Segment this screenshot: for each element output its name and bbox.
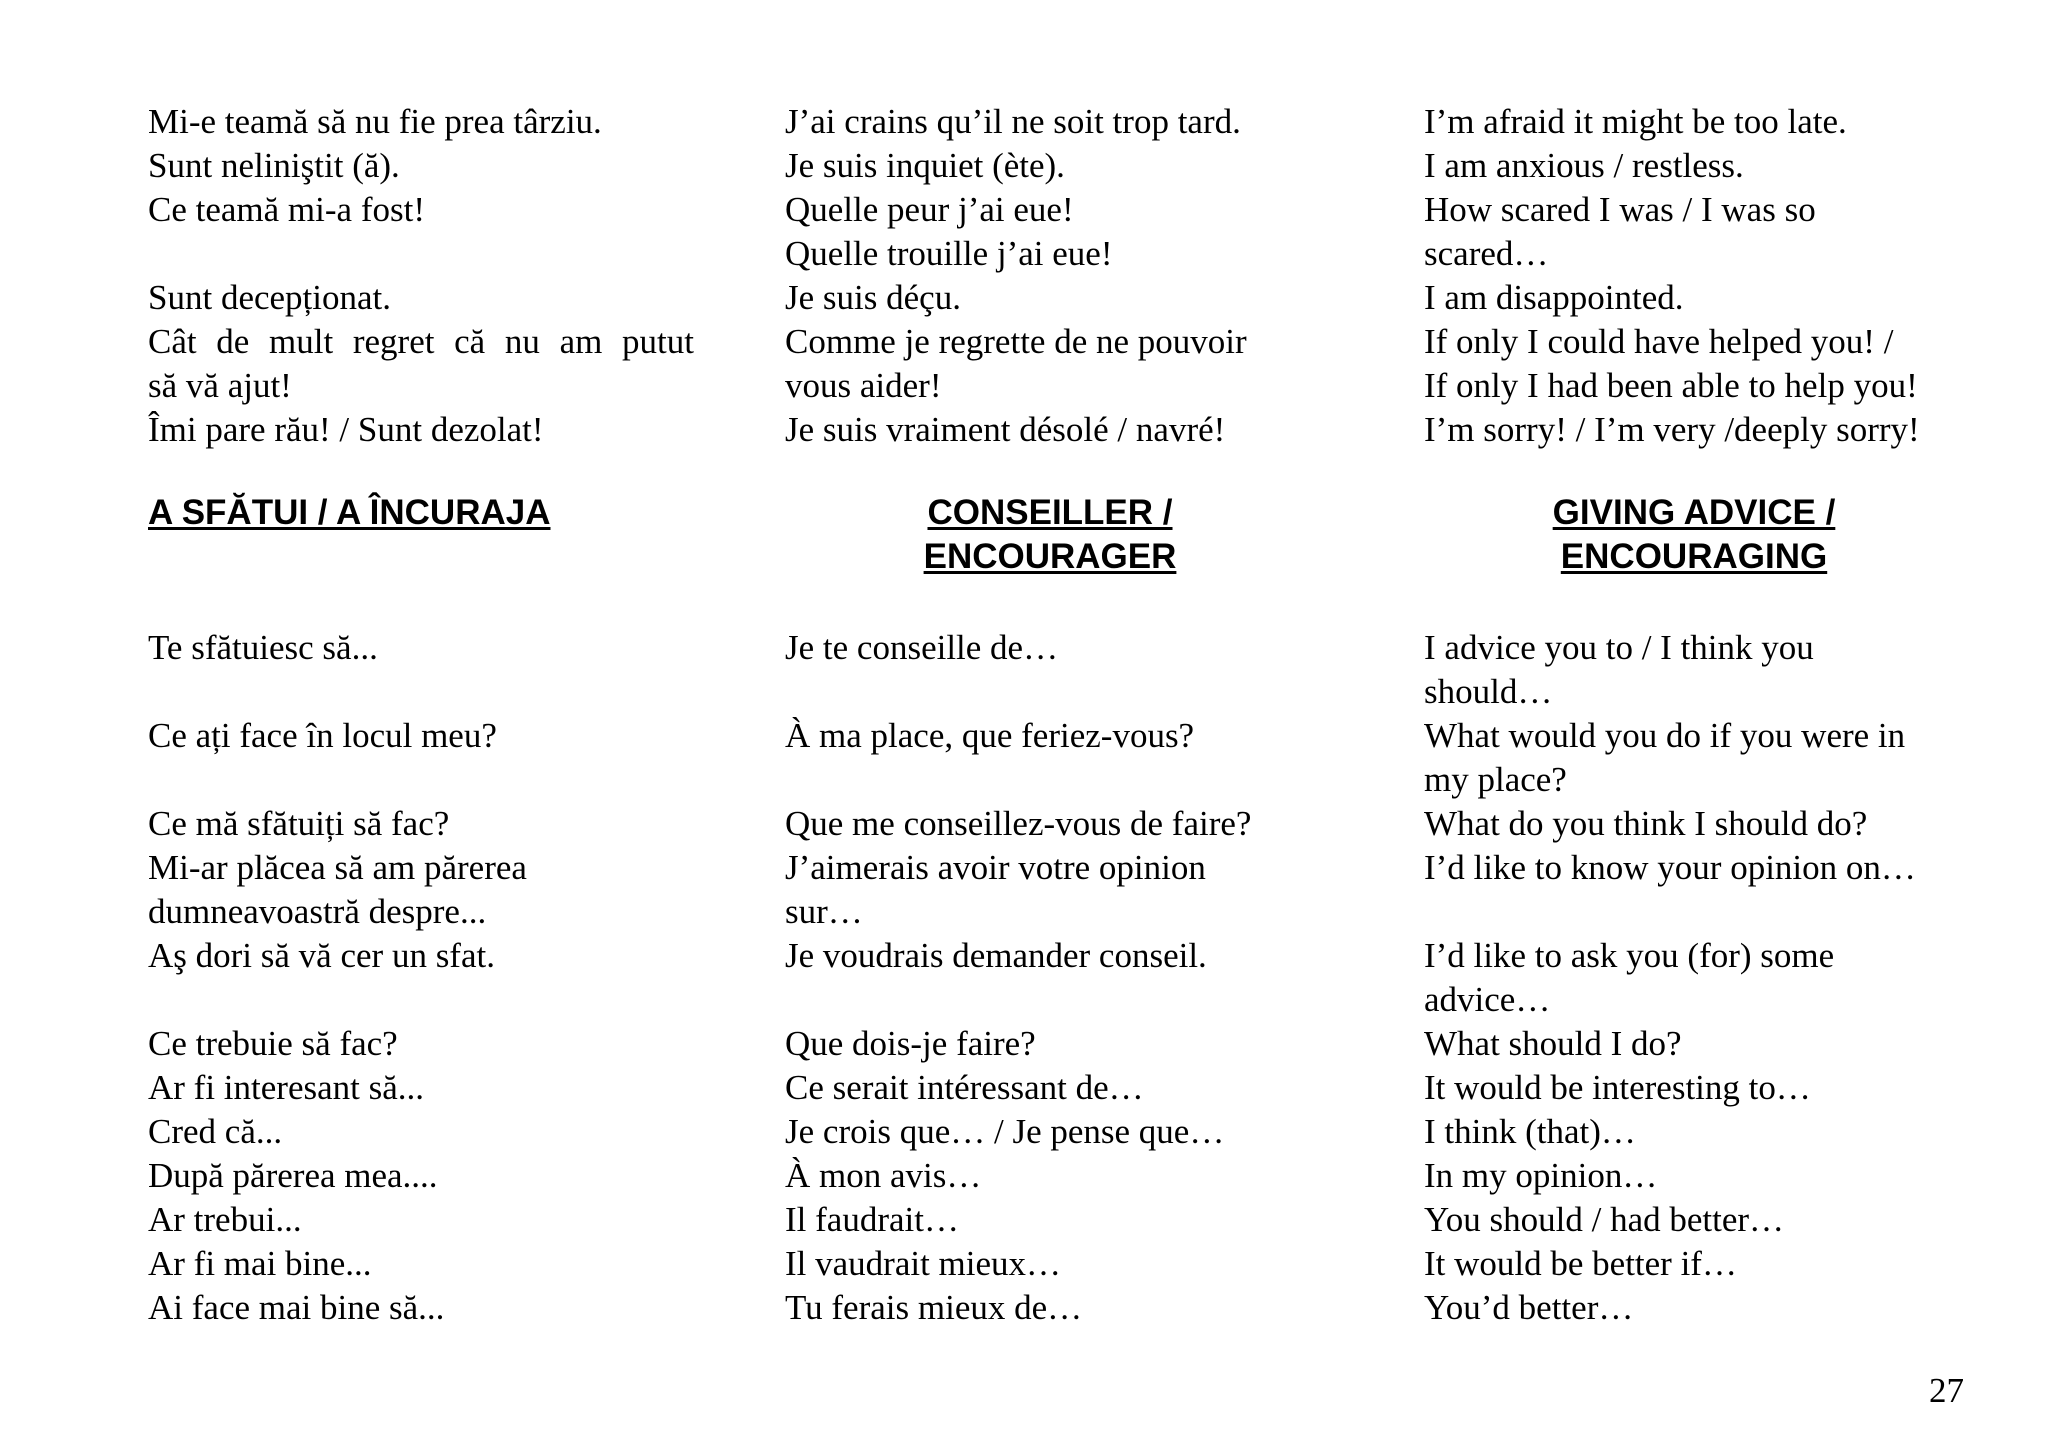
text-line: Ce mă sfătuiți să fac? <box>148 804 450 843</box>
text-line: sur… <box>785 892 863 931</box>
text-line: I’m sorry! / I’m very /deeply sorry! <box>1424 410 1920 449</box>
text-line: my place? <box>1424 760 1567 799</box>
text-line: Îmi pare rău! / Sunt dezolat! <box>148 410 544 449</box>
text-line: You should / had better… <box>1424 1200 1785 1239</box>
text-line: It would be better if… <box>1424 1244 1737 1283</box>
text-line: Sunt decepționat. <box>148 278 392 317</box>
text-line: Aş dori să vă cer un sfat. <box>148 936 495 975</box>
text-line: Je crois que… / Je pense que… <box>785 1112 1225 1151</box>
text-line: Que dois-je faire? <box>785 1024 1036 1063</box>
text-line: Sunt neliniştit (ă). <box>148 146 400 185</box>
text-line: Il vaudrait mieux… <box>785 1244 1062 1283</box>
text-line: should… <box>1424 672 1553 711</box>
text-line: I am anxious / restless. <box>1424 146 1744 185</box>
text-line: advice… <box>1424 980 1551 1019</box>
text-line: Ce serait intéressant de… <box>785 1068 1144 1107</box>
word: de <box>216 322 250 361</box>
text-line: If only I had been able to help you! <box>1424 366 1918 405</box>
text-line: Ce teamă mi-a fost! <box>148 190 425 229</box>
text-line: Ce trebuie să fac? <box>148 1024 398 1063</box>
text-line: I am disappointed. <box>1424 278 1684 317</box>
text-line: I advice you to / I think you <box>1424 628 1814 667</box>
text-line: I’d like to know your opinion on… <box>1424 848 1916 887</box>
text-line: I’m afraid it might be too late. <box>1424 102 1847 141</box>
section-heading: A SFĂTUI / A ÎNCURAJA <box>148 493 551 532</box>
text-line: Tu ferais mieux de… <box>785 1288 1083 1327</box>
text-line: Ai face mai bine să... <box>148 1288 445 1327</box>
text-line: J’aimerais avoir votre opinion <box>785 848 1206 887</box>
text-line: I think (that)… <box>1424 1112 1636 1151</box>
text-line: J’ai crains qu’il ne soit trop tard. <box>785 102 1241 141</box>
text-line: scared… <box>1424 234 1549 273</box>
word: că <box>454 322 486 361</box>
text-line: If only I could have helped you! / <box>1424 322 1894 361</box>
page-number: 27 <box>1929 1371 1964 1410</box>
word: Cât <box>148 322 197 361</box>
text-line: Ar fi mai bine... <box>148 1244 372 1283</box>
text-line: It would be interesting to… <box>1424 1068 1811 1107</box>
text-line: să vă ajut! <box>148 366 292 405</box>
text-line: How scared I was / I was so <box>1424 190 1816 229</box>
text-line: Je suis inquiet (ète). <box>785 146 1065 185</box>
text-line: À mon avis… <box>785 1156 982 1195</box>
text-line: După părerea mea.... <box>148 1156 438 1195</box>
text-line: Mi-ar plăcea să am părerea <box>148 848 527 887</box>
text-line: Ar fi interesant să... <box>148 1068 425 1107</box>
text-line: Que me conseillez-vous de faire? <box>785 804 1252 843</box>
section-heading: CONSEILLER / <box>927 493 1173 532</box>
word: putut <box>622 322 694 361</box>
word: mult <box>269 322 334 361</box>
text-line: What should I do? <box>1424 1024 1682 1063</box>
text-line: vous aider! <box>785 366 942 405</box>
text-line: What would you do if you were in <box>1424 716 1906 755</box>
text-line: What do you think I should do? <box>1424 804 1868 843</box>
text-line: Il faudrait… <box>785 1200 959 1239</box>
text-line: Quelle peur j’ai eue! <box>785 190 1074 229</box>
text-line: Je suis déçu. <box>785 278 961 317</box>
word: regret <box>352 322 435 361</box>
word: nu <box>504 322 540 361</box>
text-line: Comme je regrette de ne pouvoir <box>785 322 1247 361</box>
text-line: Je te conseille de… <box>785 628 1059 667</box>
text-line: À ma place, que feriez-vous? <box>785 716 1195 755</box>
justified-line <box>148 320 694 364</box>
section-heading: ENCOURAGER <box>923 537 1177 576</box>
text-line: Je voudrais demander conseil. <box>785 936 1207 975</box>
section-heading: ENCOURAGING <box>1560 537 1828 576</box>
text-line: Mi-e teamă să nu fie prea târziu. <box>148 102 602 141</box>
text-line: I’d like to ask you (for) some <box>1424 936 1835 975</box>
text-line: Ce ați face în locul meu? <box>148 716 497 755</box>
word: am <box>559 322 603 361</box>
text-line: Je suis vraiment désolé / navré! <box>785 410 1226 449</box>
section-heading: GIVING ADVICE / <box>1552 493 1836 532</box>
text-line: Ar trebui... <box>148 1200 302 1239</box>
text-line: dumneavoastră despre... <box>148 892 487 931</box>
text-line: Cred că... <box>148 1112 283 1151</box>
text-line: Quelle trouille j’ai eue! <box>785 234 1113 273</box>
text-line: Te sfătuiesc să... <box>148 628 378 667</box>
text-line: You’d better… <box>1424 1288 1634 1327</box>
text-line: In my opinion… <box>1424 1156 1658 1195</box>
